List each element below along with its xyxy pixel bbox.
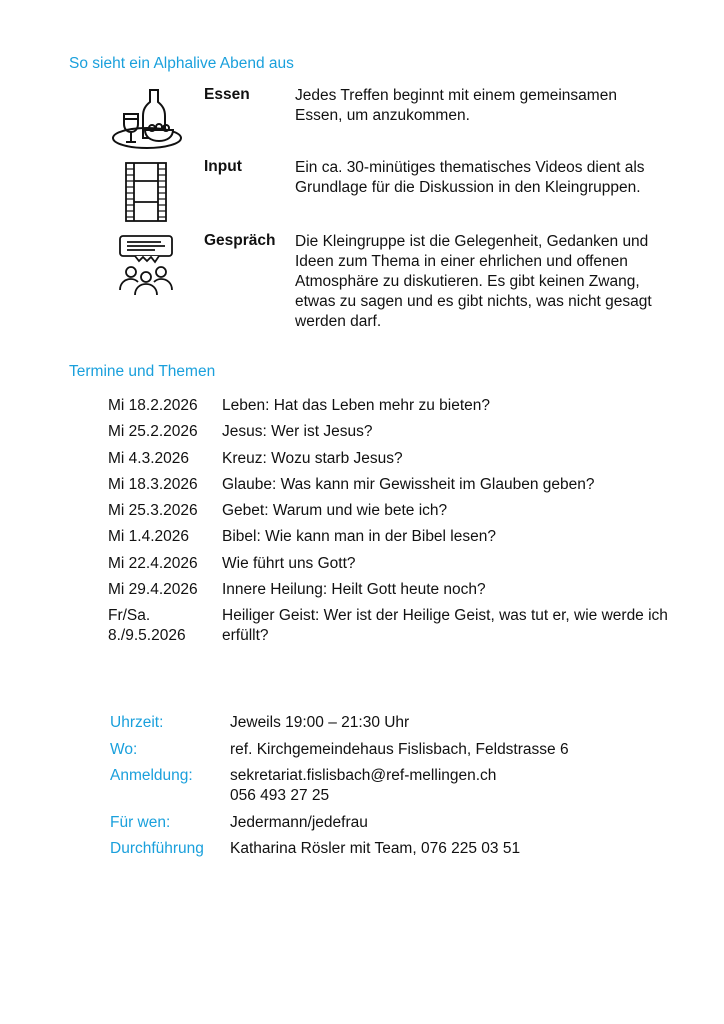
section-heading-evening: So sieht ein Alphalive Abend aus [69, 55, 294, 72]
discussion-icon [117, 234, 175, 296]
info-label: Anmeldung: [110, 767, 193, 784]
film-icon [125, 162, 167, 222]
schedule-row [108, 554, 668, 574]
schedule-row [108, 501, 668, 521]
schedule-topic: Glaube: Was kann mir Gewissheit im Glauben geben? [222, 475, 595, 493]
info-row-lead [110, 839, 670, 859]
info-row-audience [110, 813, 670, 833]
schedule-date: Mi 4.3.2026 [108, 449, 189, 467]
info-value: Katharina Rösler mit Team, 076 225 03 51 [230, 840, 521, 857]
schedule-table [108, 396, 668, 653]
info-label: Durchführung [110, 840, 204, 857]
schedule-topic: Heiliger Geist: Wer ist der Heilige Geist, was tut er, wie werde ich erfüllt? [222, 607, 668, 645]
schedule-row [108, 475, 668, 495]
schedule-topic: Jesus: Wer ist Jesus? [222, 423, 373, 441]
schedule-row [108, 580, 668, 600]
info-value [230, 766, 670, 806]
activity-text-input: Ein ca. 30-minütiges thematisches Videos dient als Grundlage für die Diskussion in den Kleingruppen. [295, 159, 645, 196]
info-value: ref. Kirchgemeindehaus Fislisbach, Feldstrasse 6 [230, 740, 569, 758]
schedule-date: Mi 25.3.2026 [108, 502, 198, 520]
schedule-topic: Gebet: Warum und wie bete ich? [222, 502, 448, 520]
schedule-row [108, 396, 668, 416]
schedule-date: Mi 1.4.2026 [108, 528, 189, 546]
signup-phone: 056 493 27 25 [230, 787, 330, 804]
schedule-topic: Bibel: Wie kann man in der Bibel lesen? [222, 528, 496, 546]
activity-label-gespraech: Gespräch [204, 232, 276, 249]
schedule-date [108, 606, 222, 646]
info-row-time [110, 713, 670, 733]
schedule-row [108, 449, 668, 469]
info-value: Jeweils 19:00 – 21:30 Uhr [230, 714, 410, 731]
schedule-date-line: Fr/Sa. [108, 607, 151, 625]
schedule-date: Mi 18.2.2026 [108, 397, 198, 414]
activity-text-gespraech: Die Kleingruppe ist die Gelegenheit, Gedanken und Ideen zum Thema in einer ehrlichen und offenen Atmosphäre zu diskutieren. Es gibt keinen Zwang, etwas zu sagen und es gibt nichts, was nicht gesagt werden darf. [295, 233, 652, 330]
schedule-topic: Wie führt uns Gott? [222, 554, 356, 572]
schedule-topic: Kreuz: Wozu starb Jesus? [222, 449, 403, 467]
info-label: Uhrzeit: [110, 714, 164, 731]
schedule-date-line: 8./9.5.2026 [108, 627, 186, 645]
schedule-date: Mi 22.4.2026 [108, 554, 198, 572]
activity-label-essen: Essen [204, 86, 250, 103]
schedule-date: Mi 29.4.2026 [108, 581, 198, 599]
signup-email-link[interactable]: sekretariat.fislisbach@ref-mellingen.ch [230, 767, 497, 784]
schedule-topic: Innere Heilung: Heilt Gott heute noch? [222, 581, 486, 599]
schedule-row [108, 527, 668, 547]
info-label: Für wen: [110, 813, 171, 831]
info-value: Jedermann/jedefrau [230, 813, 368, 831]
schedule-topic: Leben: Hat das Leben mehr zu bieten? [222, 397, 490, 414]
activity-text-essen: Jedes Treffen beginnt mit einem gemeinsamen Essen, um anzukommen. [295, 87, 617, 124]
schedule-date: Mi 25.2.2026 [108, 423, 198, 441]
schedule-row [108, 606, 668, 646]
info-row-place [110, 740, 670, 760]
info-label: Wo: [110, 740, 138, 758]
schedule-date: Mi 18.3.2026 [108, 475, 198, 493]
schedule-row [108, 422, 668, 442]
dinner-icon [110, 86, 184, 150]
info-row-signup [110, 766, 670, 806]
activity-label-input: Input [204, 158, 242, 175]
section-heading-schedule: Termine und Themen [69, 363, 216, 380]
info-block [110, 713, 670, 866]
